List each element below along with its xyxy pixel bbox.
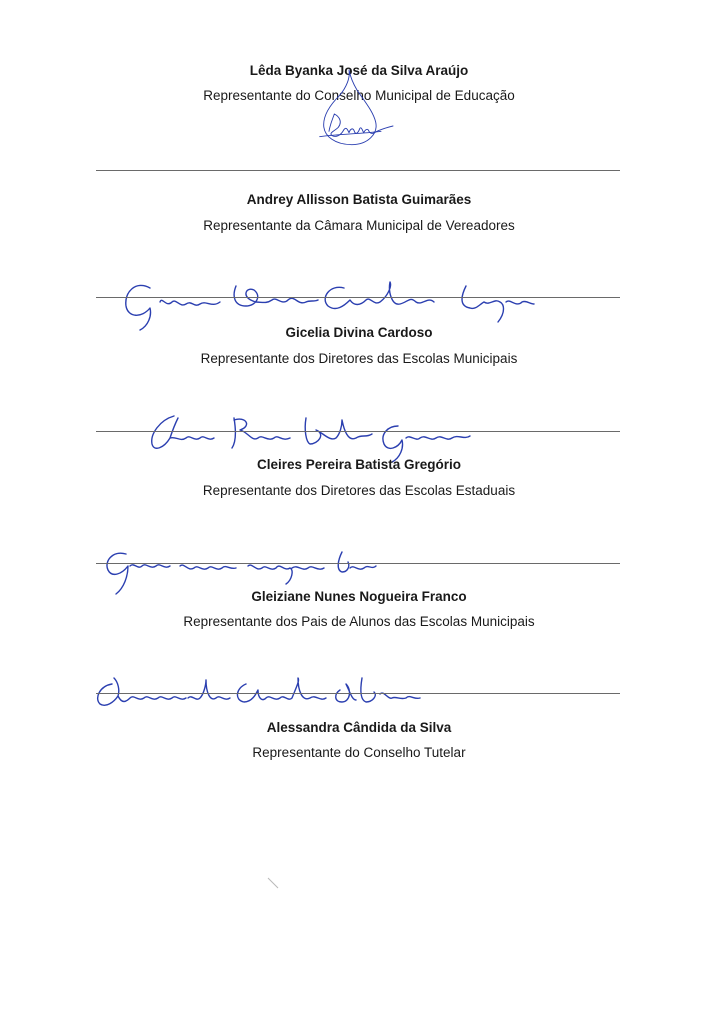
signatory-role: Representante dos Diretores das Escolas Municipais: [200, 351, 518, 366]
signatory-name: Lêda Byanka José da Silva Araújo: [249, 63, 469, 78]
handwritten-signature: [0, 70, 718, 150]
signatory-name: Gicelia Divina Cardoso: [285, 325, 433, 340]
signatory-name: Alessandra Cândida da Silva: [266, 720, 452, 735]
signature-line: [96, 693, 620, 694]
signatory-name: Cleires Pereira Batista Gregório: [256, 457, 462, 472]
signatory-name: Andrey Allisson Batista Guimarães: [246, 192, 472, 207]
signatory-role: Representante da Câmara Municipal de Vereadores: [203, 218, 515, 233]
signatory-role: Representante dos Pais de Alunos das Escolas Municipais: [183, 614, 535, 629]
signature-line: [96, 563, 620, 564]
signatory-role: Representante do Conselho Tutelar: [252, 745, 466, 760]
signatory-role: Representante do Conselho Municipal de Educação: [203, 88, 515, 103]
signature-line: [96, 170, 620, 171]
signature-line: [96, 431, 620, 432]
signatory-role: Representante dos Diretores das Escolas Estaduais: [202, 483, 516, 498]
scan-mark: [266, 876, 282, 892]
signature-line: [96, 297, 620, 298]
signatory-name: Gleiziane Nunes Nogueira Franco: [251, 589, 467, 604]
